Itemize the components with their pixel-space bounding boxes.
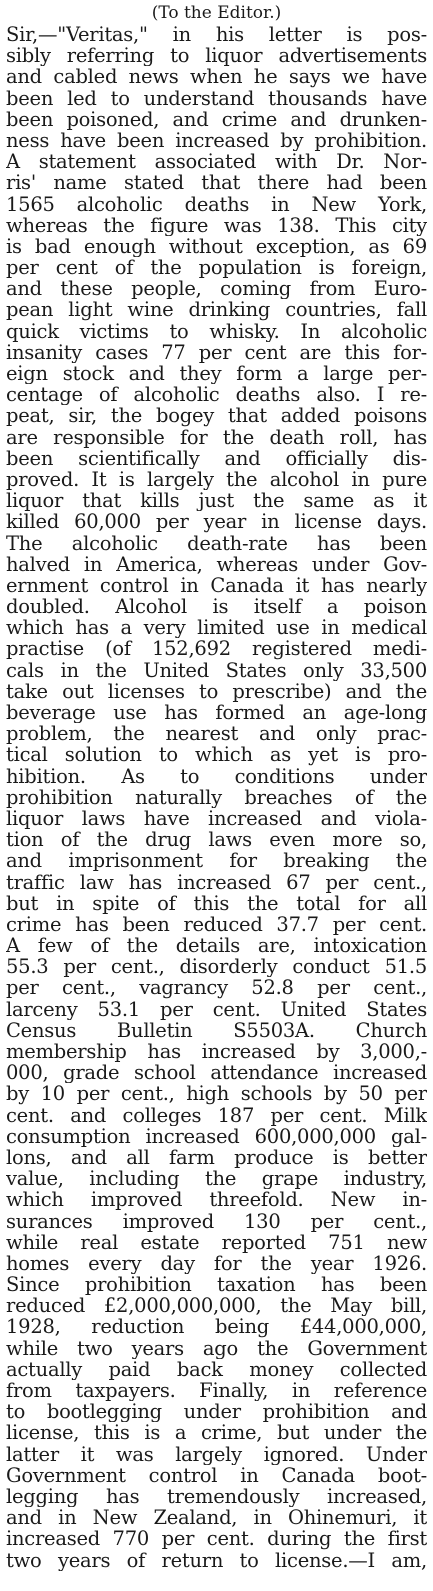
letter-line: tical solution to which as yet is pro-: [6, 744, 427, 766]
letter-line: surances improved 130 per cent.,: [6, 1210, 427, 1232]
letter-line: whereas the figure was 138. This city: [6, 214, 427, 236]
letter-line: been scientifically and officially dis-: [6, 447, 427, 469]
letter-line: tion of the drug laws even more so,: [6, 829, 427, 851]
letter-line: reduced £2,000,000,000, the May bill,: [6, 1295, 427, 1317]
letter-line: Census Bulletin S5503A. Church: [6, 1019, 427, 1041]
letter-line: The alcoholic death-rate has been: [6, 532, 427, 554]
letter-line: but in spite of this the total for all: [6, 892, 427, 914]
letter-line: and cabled news when he says we have: [6, 66, 427, 88]
letter-line: and in New Zealand, in Ohinemuri, it: [6, 1507, 427, 1529]
letter-line: beverage use has formed an age-long: [6, 702, 427, 724]
letter-line: insanity cases 77 per cent are this for-: [6, 341, 427, 363]
letter-line: been poisoned, and crime and drunken-: [6, 108, 427, 130]
letter-line: cals in the United States only 33,500: [6, 659, 427, 681]
letter-line: ris' name stated that there had been: [6, 172, 427, 194]
letter-line: 000, grade school attendance increased: [6, 1062, 427, 1084]
letter-line: membership has increased by 3,000,-: [6, 1041, 427, 1063]
letter-line: latter it was largely ignored. Under: [6, 1443, 427, 1465]
letter-line: traffic law has increased 67 per cent.,: [6, 871, 427, 893]
letter-line: actually paid back money collected: [6, 1358, 427, 1380]
letter-line: A statement associated with Dr. Nor-: [6, 151, 427, 173]
letter-line: eign stock and they form a large per-: [6, 363, 427, 385]
letter-line: is bad enough without exception, as 69: [6, 235, 427, 258]
letter-line: lons, and all farm produce is better: [6, 1146, 427, 1169]
letter-line: pean light wine drinking countries, fall: [6, 299, 427, 321]
letter-line: A few of the details are, intoxication: [6, 935, 427, 957]
letter-line: per cent., vagrancy 52.8 per cent.,: [6, 977, 427, 999]
letter-line: quick victims to whisky. In alcoholic: [6, 320, 427, 342]
letter-line: halved in America, whereas under Gov-: [6, 553, 427, 575]
letter-line: Since prohibition taxation has been: [6, 1274, 427, 1296]
letter-line: while two years ago the Government: [6, 1337, 427, 1359]
letter-line: Government control in Canada boot-: [6, 1464, 427, 1486]
letter-line: been led to understand thousands have: [6, 87, 427, 109]
letter-line: practise (of 152,692 registered medi-: [6, 638, 427, 660]
letter-line: to bootlegging under prohibition and: [6, 1401, 427, 1423]
letter-line: ness have been increased by prohibition.: [6, 129, 427, 152]
letter-line: proved. It is largely the alcohol in pure: [6, 468, 427, 491]
letter-line: take out licenses to prescribe) and the: [6, 680, 427, 702]
letter-line: which has a very limited use in medical: [6, 617, 427, 639]
letter-line: ernment control in Canada it has nearly: [6, 574, 427, 597]
letter-line: increased 770 per cent. during the first: [6, 1528, 427, 1550]
letter-line: are responsible for the death roll, has: [6, 426, 427, 448]
letter-line: hibition. As to conditions under: [6, 765, 427, 787]
letter-line: value, including the grape industry,: [6, 1168, 427, 1190]
letter-line: problem, the nearest and only prac-: [6, 723, 427, 745]
letter-line: liquor that kills just the same as it: [6, 490, 427, 512]
letter-line: per cent of the population is foreign,: [6, 257, 427, 279]
letter-line: Sir,—"Veritas," in his letter is pos-: [6, 24, 427, 46]
letter-line: while real estate reported 751 new: [6, 1231, 427, 1253]
letter-line: cent. and colleges 187 per cent. Milk: [6, 1104, 427, 1126]
letter-line: centage of alcoholic deaths also. I re-: [6, 384, 427, 406]
letter-body: [6, 24, 427, 1571]
letter-line: sibly referring to liquor advertisements: [6, 45, 427, 67]
letter-line: crime has been reduced 37.7 per cent.: [6, 913, 427, 936]
letter-line: 55.3 per cent., disorderly conduct 51.5: [6, 956, 427, 978]
letter-line: and these people, coming from Euro-: [6, 278, 427, 300]
letter-line: larceny 53.1 per cent. United States: [6, 998, 427, 1020]
letter-line: liquor laws have increased and viola-: [6, 807, 427, 830]
letter-line: legging has tremendously increased,: [6, 1485, 427, 1508]
letter-line: and imprisonment for breaking the: [6, 850, 427, 872]
letter-line: by 10 per cent., high schools by 50 per: [6, 1083, 427, 1105]
letter-line: which improved threefold. New in-: [6, 1189, 427, 1211]
letter-line: doubled. Alcohol is itself a poison: [6, 596, 427, 618]
letter-line: 1565 alcoholic deaths in New York,: [6, 193, 427, 215]
letter-line: from taxpayers. Finally, in reference: [6, 1380, 427, 1402]
letter-line: consumption increased 600,000,000 gal-: [6, 1125, 427, 1147]
letter-line: homes every day for the year 1926.: [6, 1252, 427, 1275]
letter-line: killed 60,000 per year in license days.: [6, 511, 427, 533]
letter-line: two years of return to license.—I am,: [6, 1549, 427, 1571]
letter-line: prohibition naturally breaches of the: [6, 786, 427, 808]
letter-line: license, this is a crime, but under the: [6, 1422, 427, 1444]
letter-line: peat, sir, the bogey that added poisons: [6, 405, 427, 427]
letter-heading: (To the Editor.): [151, 3, 282, 23]
letter-line: 1928, reduction being £44,000,000,: [6, 1316, 427, 1338]
